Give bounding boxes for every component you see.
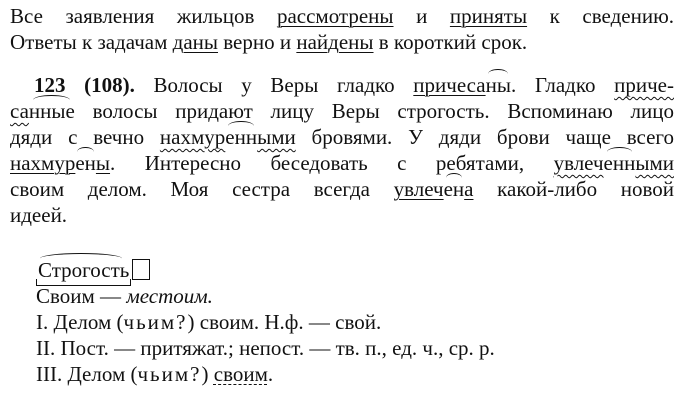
text-fragment: дяди с вечно [10, 125, 160, 149]
word-stem: са [10, 99, 29, 123]
word-ending: ы [95, 151, 111, 175]
text-fragment: Своим — [36, 284, 127, 308]
participle-word [10, 151, 110, 175]
text-fragment: идеей. [10, 203, 68, 227]
suffix-mark: енн [225, 125, 258, 149]
text-fragment: Волосы у Веры гладко [134, 73, 414, 97]
suffix-mark: енн [603, 151, 636, 175]
italic-label: местоим. [126, 284, 213, 308]
text-fragment: . Интересно беседовать с ребятами, [110, 151, 554, 175]
exercise-line [10, 177, 674, 203]
text-fragment: . Гладко [510, 73, 615, 97]
suffix-mark: ен [75, 151, 96, 175]
word-ending: ыми [257, 125, 296, 149]
word-stem: нахмур [10, 151, 76, 175]
text-fragment: верно и [218, 30, 297, 54]
underlined-word: найдены [296, 30, 374, 54]
analysis-line [36, 362, 674, 388]
underlined-word: своим [213, 362, 268, 386]
participle-word [394, 177, 474, 201]
word-stem: увлеч [393, 177, 444, 201]
text-fragment: своим делом. Моя сестра всегда [10, 177, 394, 201]
word-stem: нахмур [159, 125, 226, 149]
exercise-number: 123 (108). [34, 73, 135, 97]
morpheme-parsed-word: Строгость [38, 258, 130, 282]
word-ending: а [464, 177, 474, 201]
suffix-mark: ны [485, 73, 511, 97]
suffix-mark: ен [443, 177, 465, 201]
question-text: чьим? [123, 310, 188, 334]
text-fragment: Ответы к задачам [10, 30, 173, 54]
participle-word: приче- [614, 73, 674, 97]
underlined-word: рассмотрены [276, 4, 394, 28]
analysis-line [36, 336, 674, 362]
zero-ending-box [132, 259, 150, 280]
text-fragment: III. Делом ( [36, 362, 138, 386]
analysis-line [36, 310, 674, 336]
text-fragment: Все заявления жильцов [10, 4, 277, 28]
question-text: чьим? [137, 362, 202, 386]
text-fragment: ) [201, 362, 214, 386]
exercise-line [10, 151, 674, 177]
text-fragment: II. Пост. — притяжат.; непост. — тв. п., ед. ч., ср. р. [36, 336, 495, 360]
exercise-line [10, 73, 674, 99]
analysis-line [36, 284, 674, 310]
participle-word [160, 125, 296, 149]
text-fragment: ) своим. Н.ф. — свой. [187, 310, 382, 334]
text-fragment: какой-либо новой [473, 177, 674, 201]
exercise-line [10, 125, 674, 151]
text-fragment: бровями. У дяди брови чаще всего [295, 125, 674, 149]
exercise-line [10, 99, 674, 125]
text-fragment: . [267, 362, 274, 386]
text-fragment: I. Делом ( [36, 310, 124, 334]
text-fragment: волосы придают лицу Веры строгость. Вспоминаю лицо [74, 99, 674, 123]
word-stem: причеса [413, 73, 486, 97]
underlined-word: даны [172, 30, 219, 54]
text-fragment: в короткий срок. [373, 30, 528, 54]
underlined-word: приняты [449, 4, 528, 28]
text-fragment: и [393, 4, 450, 28]
suffix-mark: нные [28, 99, 75, 123]
participle-word [413, 73, 511, 97]
participle-word [10, 99, 75, 123]
exercise-line [10, 203, 674, 229]
participle-word [554, 151, 674, 175]
text-line [10, 30, 674, 56]
analysis-word-line [36, 258, 674, 284]
word-ending: ыми [635, 151, 674, 175]
text-line [10, 4, 674, 30]
word-stem: увлеч [553, 151, 604, 175]
text-fragment: к сведению. [527, 4, 675, 28]
